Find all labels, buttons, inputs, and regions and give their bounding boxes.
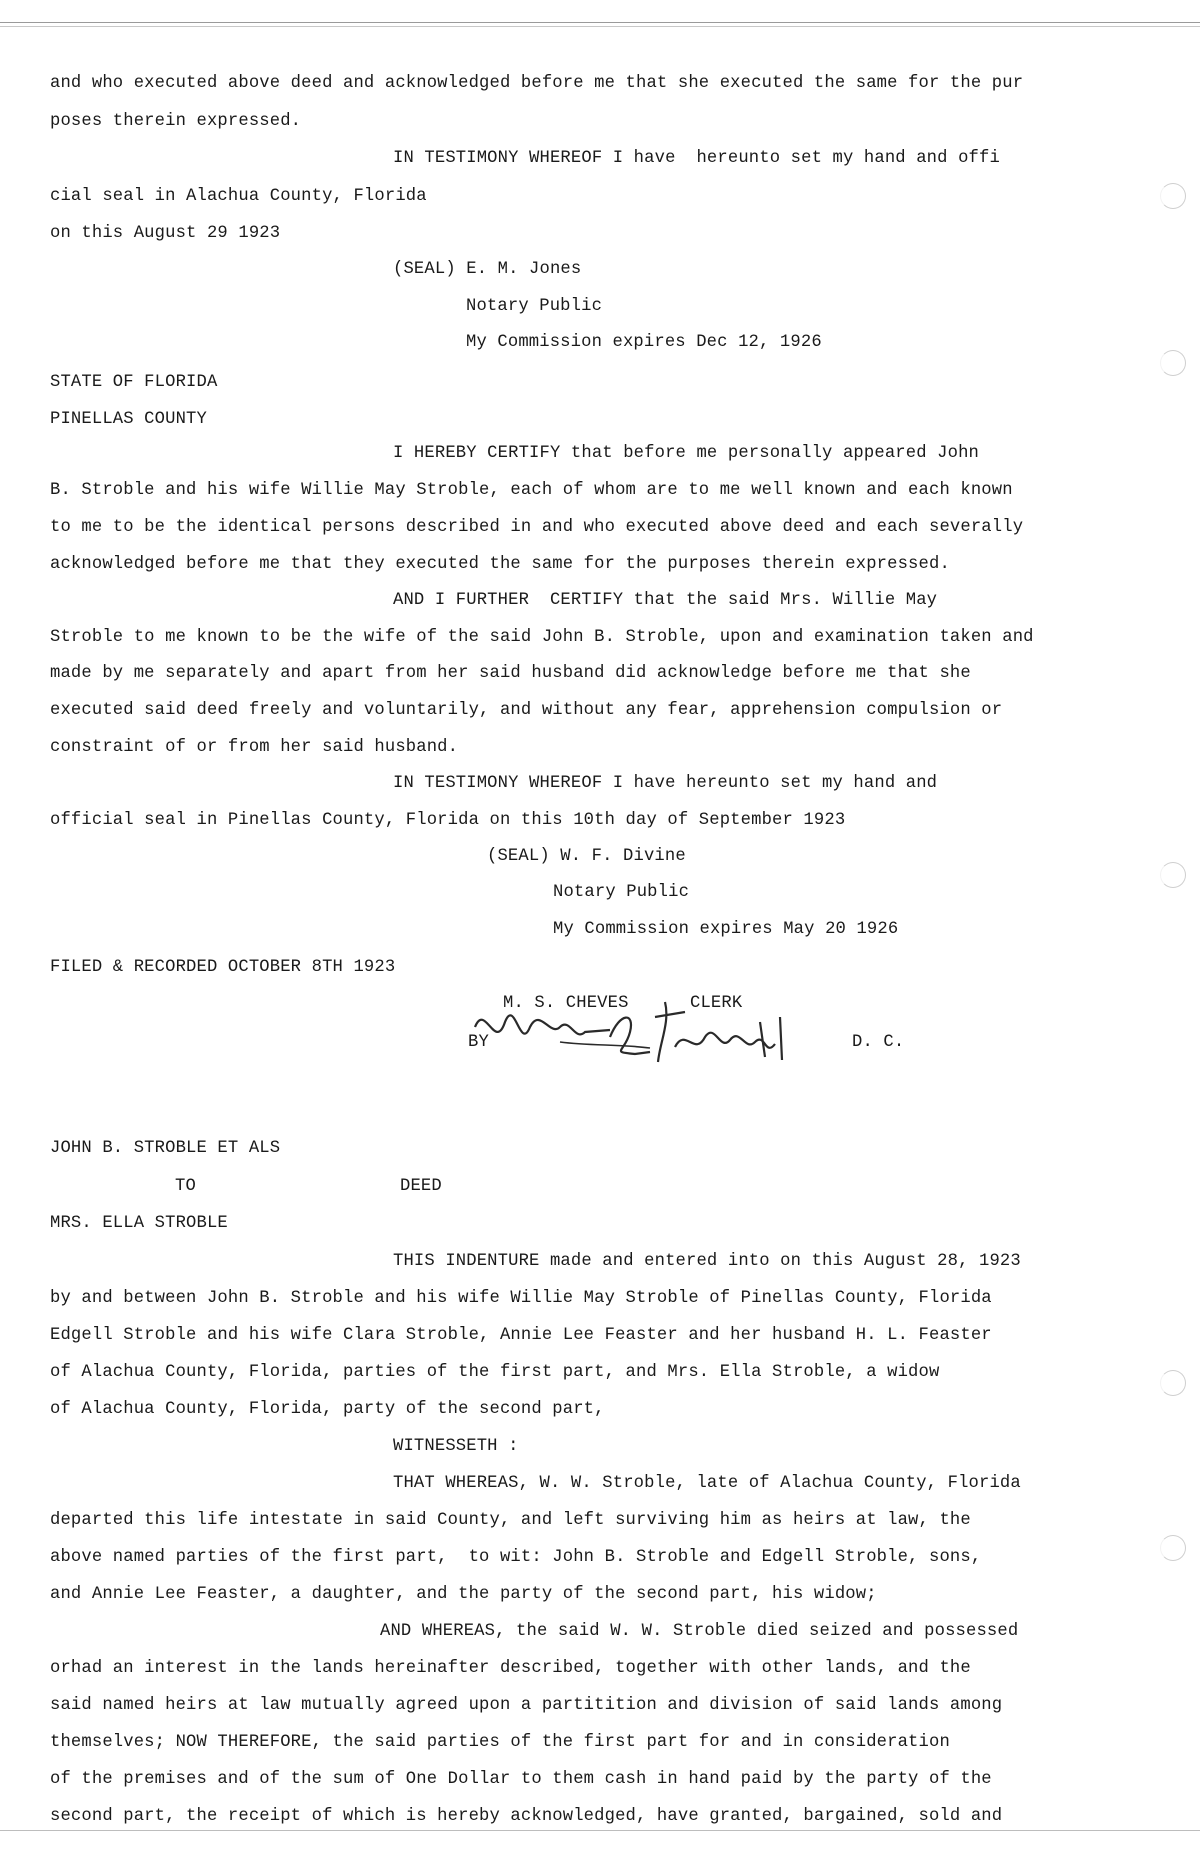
text-line: themselves; NOW THEREFORE, the said parties of the first part for and in consideration — [50, 1733, 950, 1752]
text-line: Notary Public — [466, 297, 603, 316]
text-line: AND I FURTHER CERTIFY that the said Mrs. Willie May — [393, 591, 938, 610]
punch-hole — [1160, 1535, 1186, 1561]
punch-hole — [1160, 1370, 1186, 1396]
text-line: second part, the receipt of which is hereby acknowledged, have granted, bargained, sold and — [50, 1807, 1003, 1826]
text-line: I HEREBY CERTIFY that before me personally appeared John — [393, 444, 979, 463]
punch-hole — [1160, 350, 1186, 376]
text-line: THIS INDENTURE made and entered into on this August 28, 1923 — [393, 1252, 1021, 1271]
deputy-clerk-label: D. C. — [852, 1033, 905, 1052]
text-line: B. Stroble and his wife Willie May Stroble, each of whom are to me well known and each known — [50, 481, 1013, 500]
text-line: of Alachua County, Florida, party of the second part, — [50, 1400, 605, 1419]
text-line: acknowledged before me that they executed the same for the purposes therein expressed. — [50, 555, 950, 574]
text-line: My Commission expires Dec 12, 1926 — [466, 333, 822, 352]
text-line: (SEAL) W. F. Divine — [487, 847, 686, 866]
text-line: of the premises and of the sum of One Dollar to them cash in hand paid by the party of the — [50, 1770, 992, 1789]
text-line: orhad an interest in the lands hereinafter described, together with other lands, and the — [50, 1659, 971, 1678]
text-line: made by me separately and apart from her said husband did acknowledge before me that she — [50, 664, 971, 683]
handwritten-signature — [460, 982, 820, 1072]
text-line: WITNESSETH : — [393, 1437, 519, 1456]
text-line: PINELLAS COUNTY — [50, 410, 207, 429]
text-line: poses therein expressed. — [50, 112, 302, 131]
text-line: constraint of or from her said husband. — [50, 738, 459, 757]
text-line: My Commission expires May 20 1926 — [553, 920, 899, 939]
page-top-edge — [0, 22, 1200, 23]
text-line: said named heirs at law mutually agreed upon a partitition and division of said lands among — [50, 1696, 1003, 1715]
text-line: DEED — [400, 1177, 442, 1196]
text-line: to me to be the identical persons described in and who executed above deed and each severally — [50, 518, 1024, 537]
text-line: departed this life intestate in said County, and left surviving him as heirs at law, the — [50, 1511, 971, 1530]
text-line: IN TESTIMONY WHEREOF I have hereunto set my hand and — [393, 774, 938, 793]
text-line: by and between John B. Stroble and his wife Willie May Stroble of Pinellas County, Florida — [50, 1289, 992, 1308]
punch-hole — [1160, 183, 1186, 209]
text-line: TO — [175, 1177, 196, 1196]
page-bottom-edge — [0, 1830, 1200, 1831]
punch-hole — [1160, 862, 1186, 888]
text-line: JOHN B. STROBLE ET ALS — [50, 1139, 281, 1158]
text-line: official seal in Pinellas County, Florida on this 10th day of September 1923 — [50, 811, 846, 830]
text-line: executed said deed freely and voluntarily, and without any fear, apprehension compulsion or — [50, 701, 1003, 720]
text-line: of Alachua County, Florida, parties of the first part, and Mrs. Ella Stroble, a widow — [50, 1363, 940, 1382]
text-line: and Annie Lee Feaster, a daughter, and the party of the second part, his widow; — [50, 1585, 877, 1604]
clerk-title: CLERK — [690, 994, 743, 1013]
text-line: Stroble to me known to be the wife of the said John B. Stroble, upon and examination taken and — [50, 628, 1034, 647]
by-label: BY — [468, 1033, 489, 1052]
clerk-name: M. S. CHEVES — [503, 994, 629, 1013]
text-line: above named parties of the first part, to wit: John B. Stroble and Edgell Stroble, sons, — [50, 1548, 982, 1567]
text-line: IN TESTIMONY WHEREOF I have hereunto set my hand and offi — [393, 149, 1000, 168]
text-line: on this August 29 1923 — [50, 224, 281, 243]
text-line: cial seal in Alachua County, Florida — [50, 187, 427, 206]
text-line: and who executed above deed and acknowledged before me that she executed the same for the pur — [50, 74, 1024, 93]
text-line: AND WHEREAS, the said W. W. Stroble died seized and possessed — [380, 1622, 1019, 1641]
text-line: FILED & RECORDED OCTOBER 8TH 1923 — [50, 958, 396, 977]
text-line: THAT WHEREAS, W. W. Stroble, late of Alachua County, Florida — [393, 1474, 1021, 1493]
text-line: MRS. ELLA STROBLE — [50, 1214, 228, 1233]
text-line: Edgell Stroble and his wife Clara Stroble, Annie Lee Feaster and her husband H. L. Feaster — [50, 1326, 992, 1345]
page-top-edge — [0, 26, 1200, 27]
text-line: STATE OF FLORIDA — [50, 373, 218, 392]
text-line: Notary Public — [553, 883, 690, 902]
text-line: (SEAL) E. M. Jones — [393, 260, 582, 279]
